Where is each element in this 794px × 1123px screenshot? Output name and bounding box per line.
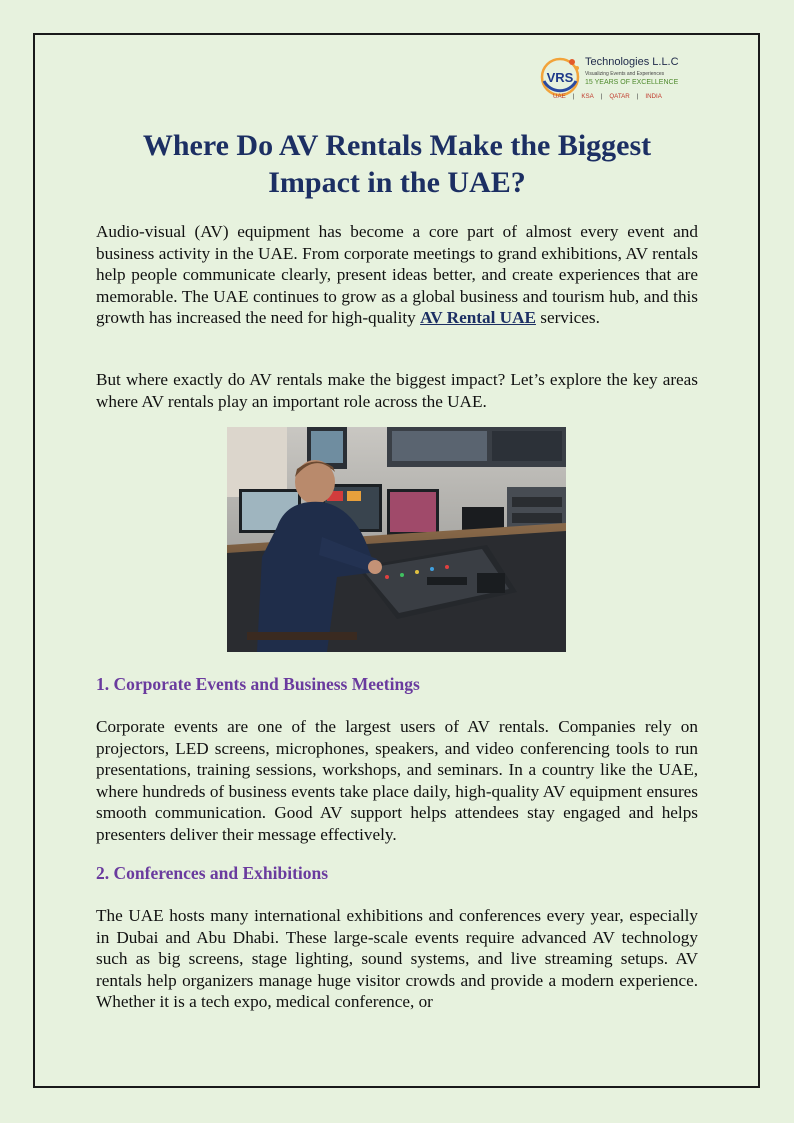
av-rental-uae-link[interactable]: AV Rental UAE xyxy=(420,308,536,327)
section-heading-corporate-events: 1. Corporate Events and Business Meetings xyxy=(96,674,420,694)
region-uae: UAE xyxy=(553,93,566,100)
section-body-corporate-events: Corporate events are one of the largest users of AV rentals. Companies rely on projectors, LED screens, microphones, speakers, and video conferencing tools to run presentations, training sessions, workshops, and seminars. In a country like the UAE, where hundreds of business events take place daily, high-quality AV equipment ensures smooth communication. Good AV support helps attendees stay engaged and helps presenters deliver their message effectively. xyxy=(96,717,698,844)
company-name: Technologies L.L.C xyxy=(585,56,679,68)
intro-paragraph xyxy=(96,221,698,329)
region-qatar: QATAR xyxy=(609,93,630,100)
region-ksa: KSA xyxy=(581,93,594,100)
page-title: Where Do AV Rentals Make the Biggest Impact in the UAE? xyxy=(142,129,652,199)
lead-in-paragraph: But where exactly do AV rentals make the biggest impact? Let’s explore the key areas where AV rentals play an important role across the UAE. xyxy=(96,370,698,411)
years-badge: 15 YEARS OF EXCELLENCE xyxy=(585,79,679,86)
section-heading-conferences: 2. Conferences and Exhibitions xyxy=(96,863,329,883)
av-control-room-photo xyxy=(227,427,566,652)
company-logo xyxy=(538,53,698,103)
intro-text-before: Audio-visual (AV) equipment has become a core part of almost every event and business activity in the UAE. From corporate meetings to grand exhibitions, AV rentals help people communicate clearly, present ideas better, and create experiences that are memorable. The UAE continues to grow as a global business and tourism hub, and this growth has increased the need for high-quality xyxy=(96,222,698,327)
region-list: UAE | KSA | QATAR | INDIA xyxy=(553,93,662,100)
section-body-conferences: The UAE hosts many international exhibitions and conferences every year, especially in Dubai and Abu Dhabi. These large-scale events require advanced AV technology such as big screens, stage lighting, sound systems, and live streaming setups. AV rentals help organizers manage huge visitor crowds and provide a modern experience. Whether it is a tech expo, medical conference, or xyxy=(96,906,698,1011)
av-technician-image xyxy=(227,427,566,652)
company-tagline: Visualizing Events and Experiences xyxy=(585,71,665,77)
intro-text-after: services. xyxy=(535,308,600,327)
region-india: INDIA xyxy=(645,93,662,100)
emblem-text: VRS xyxy=(546,70,574,85)
